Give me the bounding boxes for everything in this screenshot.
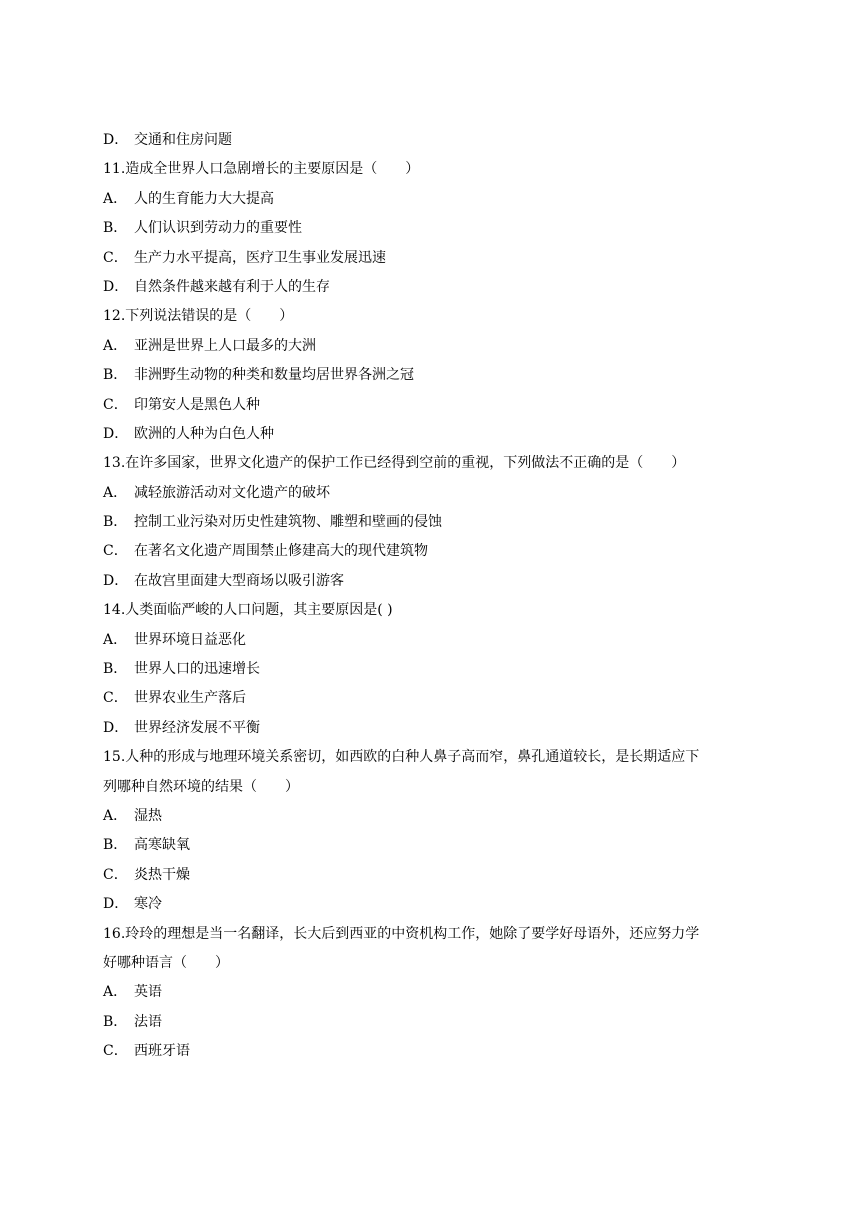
option-text: 世界人口的迅速增长 (134, 661, 260, 678)
question-block (103, 155, 763, 302)
option-text: 炎热干燥 (134, 866, 190, 883)
option-letter: D． (103, 572, 129, 589)
option-text: 在著名文化遗产周围禁止修建高大的现代建筑物 (134, 543, 428, 560)
option-text: 法语 (134, 1013, 162, 1030)
answer-option (103, 567, 763, 596)
option-letter: C． (103, 543, 128, 560)
answer-option (103, 214, 763, 243)
option-letter: C． (103, 396, 128, 413)
question-block (103, 302, 763, 449)
option-letter: B． (103, 514, 128, 531)
answer-option (103, 391, 763, 420)
answer-option (103, 861, 763, 890)
answer-option (103, 714, 763, 743)
answer-option (103, 831, 763, 860)
question-block (103, 449, 763, 596)
option-text: 人们认识到劳动力的重要性 (134, 220, 302, 237)
option-text: 西班牙语 (134, 1043, 190, 1060)
question-stem: 14.人类面临严峻的人口问题，其主要原因是( ) (103, 602, 393, 619)
question-list (103, 155, 763, 1066)
question-stem: 15.人种的形成与地理环境关系密切，如西欧的白种人鼻子高而窄，鼻孔通道较长，是长期适应下 (103, 749, 700, 766)
option-letter: B． (103, 1013, 128, 1030)
question-block (103, 920, 763, 1067)
option-letter: A． (103, 484, 128, 501)
option-letter: D． (103, 132, 129, 148)
option-text: 寒冷 (134, 896, 162, 913)
option-letter: C． (103, 1043, 128, 1060)
question-stem: 11.造成全世界人口急剧增长的主要原因是（ ） (103, 161, 420, 178)
question-block (103, 743, 763, 919)
option-text: 减轻旅游活动对文化遗产的破坏 (134, 484, 330, 501)
answer-option (103, 420, 763, 449)
question-stem: 16.玲玲的理想是当一名翻译，长大后到西亚的中资机构工作，她除了要学好母语外，还应努力学 (103, 925, 700, 942)
answer-option (103, 626, 763, 655)
question-stem: 好哪种语言（ ） (103, 954, 229, 971)
option-letter: A． (103, 190, 128, 207)
answer-option (103, 332, 763, 361)
answer-option (103, 978, 763, 1007)
answer-option (103, 655, 763, 684)
option-letter: C． (103, 690, 128, 707)
option-text: 亚洲是世界上人口最多的大洲 (134, 337, 316, 354)
option-text: 英语 (134, 984, 162, 1001)
answer-option (103, 185, 763, 214)
answer-option (103, 508, 763, 537)
option-text: 印第安人是黑色人种 (134, 396, 260, 413)
option-text: 在故宫里面建大型商场以吸引游客 (134, 572, 344, 589)
option-text: 世界经济发展不平衡 (134, 719, 260, 736)
answer-option (103, 244, 763, 273)
option-letter: A． (103, 337, 128, 354)
option-letter: B． (103, 661, 128, 678)
answer-option (103, 684, 763, 713)
answer-option (103, 537, 763, 566)
option-text: 生产力水平提高，医疗卫生事业发展迅速 (134, 249, 386, 266)
answer-option (103, 802, 763, 831)
answer-option (103, 126, 763, 155)
question-stem: 13.在许多国家，世界文化遗产的保护工作已经得到空前的重视，下列做法不正确的是（ ） (103, 455, 686, 472)
answer-option (103, 273, 763, 302)
option-letter: C． (103, 866, 128, 883)
option-letter: A． (103, 807, 128, 824)
answer-option (103, 890, 763, 919)
answer-option (103, 1037, 763, 1066)
option-text: 湿热 (134, 807, 162, 824)
option-letter: B． (103, 837, 128, 854)
option-letter: D． (103, 278, 129, 295)
option-text: 欧洲的人种为白色人种 (134, 425, 274, 442)
option-letter: D． (103, 425, 129, 442)
question-block (103, 596, 763, 743)
option-text: 非洲野生动物的种类和数量均居世界各洲之冠 (134, 367, 414, 384)
option-letter: D． (103, 719, 129, 736)
option-letter: A． (103, 984, 128, 1001)
option-text: 交通和住房问题 (134, 132, 232, 148)
option-text: 世界环境日益恶化 (134, 631, 246, 648)
question-stem: 列哪种自然环境的结果（ ） (103, 778, 299, 795)
option-text: 高寒缺氧 (134, 837, 190, 854)
option-text: 控制工业污染对历史性建筑物、雕塑和壁画的侵蚀 (134, 514, 442, 531)
document-content (103, 126, 763, 1067)
answer-option (103, 1008, 763, 1037)
answer-option (103, 479, 763, 508)
option-letter: D． (103, 896, 129, 913)
answer-option (103, 361, 763, 390)
question-stem: 12.下列说法错误的是（ ） (103, 308, 294, 325)
option-text: 自然条件越来越有利于人的生存 (134, 278, 330, 295)
option-letter: A． (103, 631, 128, 648)
option-text: 人的生育能力大大提高 (134, 190, 274, 207)
option-text: 世界农业生产落后 (134, 690, 246, 707)
option-letter: B． (103, 220, 128, 237)
option-letter: C． (103, 249, 128, 266)
option-letter: B． (103, 367, 128, 384)
